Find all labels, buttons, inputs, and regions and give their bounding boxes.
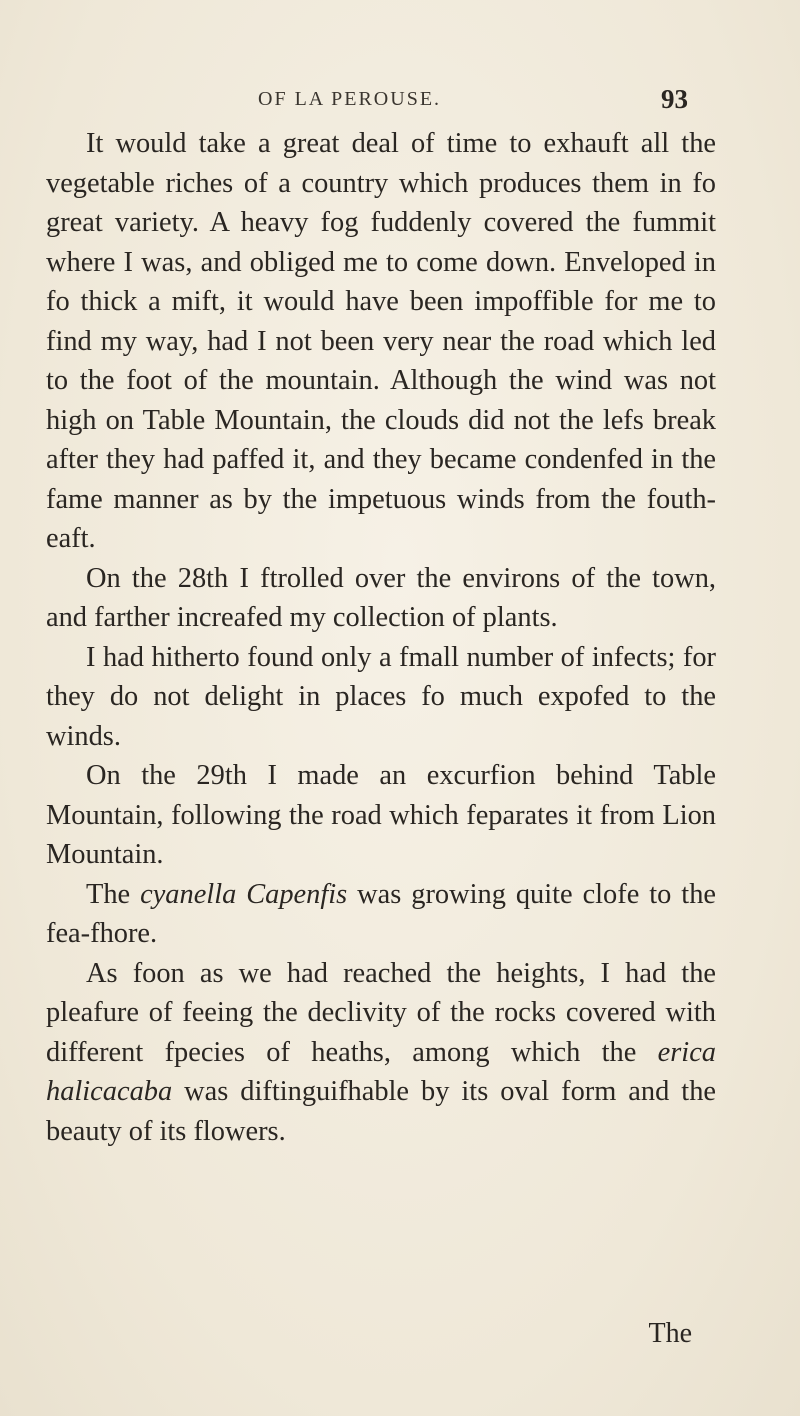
paragraph-cyanella — [46, 875, 716, 954]
page-number: 93 — [661, 84, 688, 114]
paragraph-cyanella-start: The — [86, 878, 141, 910]
paragraph-heaths — [46, 954, 716, 1152]
running-head: OF LA PEROUSE. — [258, 88, 442, 110]
body-text — [46, 124, 716, 1151]
paragraph-heaths-start: As foon as we had reached the heights, I had the pleafure of feeing the declivity of the rocks covered with different fpecies of heaths, among which the — [46, 957, 716, 1068]
species-name-cyanella: cyanella Capenfis — [140, 878, 348, 910]
species-name-erica: erica halicacaba — [46, 1036, 716, 1107]
paragraph-29th: On the 29th I made an excurfion behind Table Mountain, following the road which feparates it from Lion Mountain. — [46, 760, 716, 870]
paragraph-cyanella-end: was growing quite clofe to the fea-fhore. — [46, 878, 716, 949]
paragraph-fog: It would take a great deal of time to exhauft all the vegetable riches of a country which produces them in fo great variety. A heavy fog fuddenly covered the fummit where I was, and obliged me to come down. Enveloped in fo thick a mift, it would have been impoffible for me to find my way, had I not been very near the road which led to the foot of the mountain. Although the wind was not high on Table Mountain, the clouds did not the lefs break after they had paffed it, and they became condenfed in the fame manner as by the impetuous winds from the fouth-eaft. — [46, 128, 716, 554]
paragraph-heaths-end: was diftinguifhable by its oval form and the beauty of its flowers. — [46, 1076, 716, 1147]
paragraph-28th: On the 28th I ftrolled over the environs of the town, and farther increafed my collection of plants. — [46, 562, 716, 633]
catchword: The — [648, 1318, 692, 1349]
paragraph-insects: I had hitherto found only a fmall number of infects; for they do not delight in places fo much expofed to the winds. — [46, 641, 716, 752]
